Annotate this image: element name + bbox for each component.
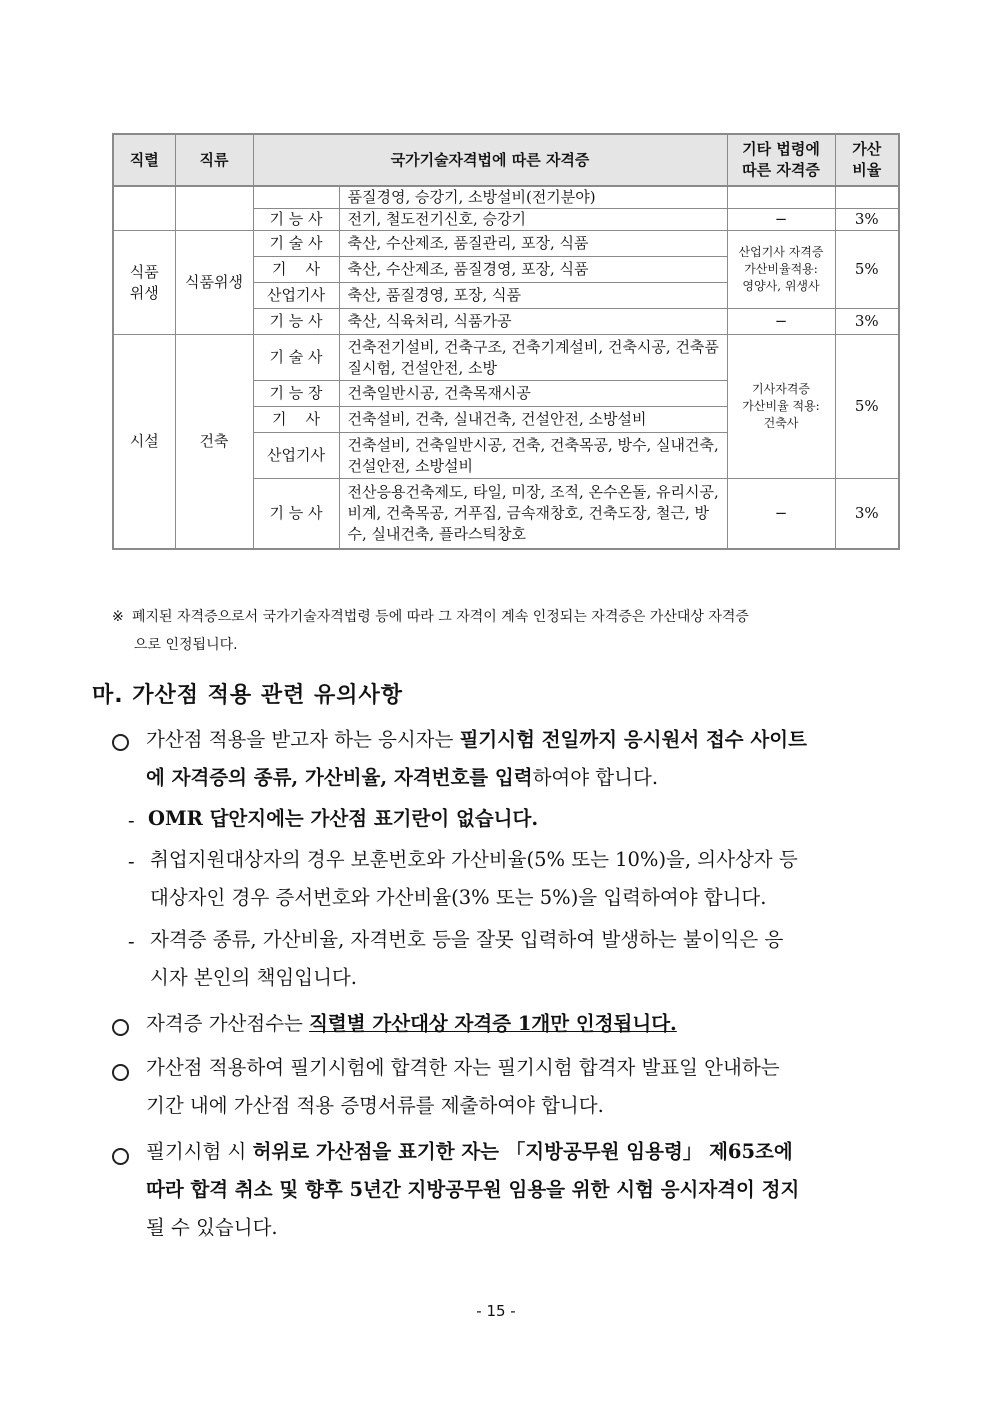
table-row <box>113 231 899 257</box>
sub3-line1: 자격증 종류, 가산비율, 자격번호 등을 잘못 입력하여 발생하는 불이익은 응 <box>150 928 784 951</box>
bullet2-b: 직렬별 가산대상 자격증 1개만 인정됩니다. <box>309 1012 677 1035</box>
sub2-line2: 대상자인 경우 증서번호와 가산비율(3% 또는 5%)을 입력하여야 합니다. <box>150 886 767 909</box>
cell-grade: 기 술 사 <box>253 335 339 381</box>
bullet4-line1 <box>146 1134 898 1170</box>
sub1-text: OMR 답안지에는 가산점 표기란이 없습니다. <box>148 807 539 830</box>
bullet3-line1: 가산점 적용하여 필기시험에 합격한 자는 필기시험 합격자 발표일 안내하는 <box>146 1056 780 1079</box>
cell-class-facility: 건축 <box>175 335 253 549</box>
sub2-dash: - <box>128 850 135 873</box>
header-other-cert <box>727 134 835 186</box>
sub2-line1: 취업지원대상자의 경우 보훈번호와 가산비율(5% 또는 10%)을, 의사상자 등 <box>150 848 798 871</box>
cell-other-facility: 기사자격증 가산비율 적용: 건축사 <box>727 335 835 479</box>
cell-items: 축산, 식육처리, 식품가공 <box>339 309 727 335</box>
cell-series-food: 식품 위생 <box>113 231 175 335</box>
section-title: 마. 가산점 적용 관련 유의사항 <box>92 683 404 708</box>
cell-grade: 기 사 <box>253 407 339 433</box>
cell-rate-empty <box>835 186 899 209</box>
header-other-line1: 기타 법령에 <box>742 140 820 158</box>
bullet-circle-icon <box>112 734 134 756</box>
cell-grade: 기 능 사 <box>253 209 339 231</box>
cell-series-empty <box>113 186 175 231</box>
bullet-circle-icon <box>112 1019 134 1041</box>
header-series: 직렬 <box>113 134 175 186</box>
bullet4-line3: 될 수 있습니다. <box>146 1216 278 1239</box>
bullet1-c: 에 자격증의 종류, 가산비율, 자격번호를 입력 <box>146 766 533 789</box>
cell-rate: 3% <box>835 209 899 231</box>
sub3-line2: 시자 본인의 책임입니다. <box>150 966 357 989</box>
cell-items: 품질경영, 승강기, 소방설비(전기분야) <box>339 186 727 209</box>
bullet2 <box>146 1006 898 1042</box>
bullet4-a: 필기시험 시 <box>146 1140 253 1163</box>
note-line2: 으로 인정됩니다. <box>134 637 238 653</box>
footnote <box>112 603 902 659</box>
header-national-cert: 국가기술자격법에 따른 자격증 <box>253 134 727 186</box>
cell-rate: 3% <box>835 309 899 335</box>
cell-series-facility: 시설 <box>113 335 175 549</box>
page-number: - 15 - <box>476 1302 516 1320</box>
bullet1-line1 <box>146 722 898 758</box>
cell-rate-facility: 5% <box>835 335 899 479</box>
header-rate-line1: 가산 <box>852 140 882 158</box>
header-rate <box>835 134 899 186</box>
cell-items: 건축설비, 건축일반시공, 건축, 건축목공, 방수, 실내건축, 건설안전, 소방설비 <box>339 433 727 479</box>
bullet1-line2 <box>146 760 898 796</box>
cell-grade: 기 능 사 <box>253 479 339 549</box>
cell-class-empty <box>175 186 253 231</box>
cell-grade: 기 능 장 <box>253 381 339 407</box>
cell-items: 축산, 수산제조, 품질경영, 포장, 식품 <box>339 257 727 283</box>
cell-other: − <box>727 479 835 549</box>
cell-items: 축산, 수산제조, 품질관리, 포장, 식품 <box>339 231 727 257</box>
cell-items: 축산, 품질경영, 포장, 식품 <box>339 283 727 309</box>
cell-other: − <box>727 209 835 231</box>
cell-grade: 산업기사 <box>253 433 339 479</box>
bullet1-a: 가산점 적용을 받고자 하는 응시자는 <box>146 728 460 751</box>
note-mark: ※ <box>112 609 124 625</box>
cell-grade: 기 사 <box>253 257 339 283</box>
cell-items: 건축전기설비, 건축구조, 건축기계설비, 건축시공, 건축품질시험, 건설안전, 소방 <box>339 335 727 381</box>
certificate-table <box>112 133 900 550</box>
cell-grade-empty <box>253 186 339 209</box>
cell-items: 전산응용건축제도, 타일, 미장, 조적, 온수온돌, 유리시공, 비계, 건축목공, 거푸집, 금속재창호, 건축도장, 철근, 방수, 실내건축, 플라스틱창호 <box>339 479 727 549</box>
cell-other-empty <box>727 186 835 209</box>
cell-items: 전기, 철도전기신호, 승강기 <box>339 209 727 231</box>
bullet4-b: 허위로 가산점을 표기한 자는 「지방공무원 임용령」 제65조에 <box>252 1140 793 1163</box>
cell-items: 건축설비, 건축, 실내건축, 건설안전, 소방설비 <box>339 407 727 433</box>
sub3-dash: - <box>128 930 135 953</box>
table-header-row <box>113 134 899 186</box>
bullet4-line2 <box>146 1172 898 1208</box>
cell-other: − <box>727 309 835 335</box>
sub1 <box>148 801 898 837</box>
note-line1: 폐지된 자격증으로서 국가기술자격법령 등에 따라 그 자격이 계속 인정되는 자격증은 가산대상 자격증 <box>132 609 749 625</box>
table-row <box>113 335 899 381</box>
bullet-circle-icon <box>112 1064 134 1086</box>
bullet1-b: 필기시험 전일까지 응시원서 접수 사이트 <box>459 728 807 751</box>
bullet3-line2: 기간 내에 가산점 적용 증명서류를 제출하여야 합니다. <box>146 1094 604 1117</box>
cell-grade: 산업기사 <box>253 283 339 309</box>
cell-class-food: 식품위생 <box>175 231 253 335</box>
sub1-dash: - <box>128 809 135 832</box>
bullet-circle-icon <box>112 1148 134 1170</box>
cell-items: 건축일반시공, 건축목재시공 <box>339 381 727 407</box>
cell-rate-food: 5% <box>835 231 899 309</box>
bullet1-d: 하여야 합니다. <box>532 766 659 789</box>
cell-rate: 3% <box>835 479 899 549</box>
header-rate-line2: 비율 <box>852 161 882 179</box>
table-row <box>113 186 899 209</box>
bullet4-c: 따라 합격 취소 및 향후 5년간 지방공무원 임용을 위한 시험 응시자격이 정지 <box>146 1178 800 1201</box>
header-class: 직류 <box>175 134 253 186</box>
cell-grade: 기 술 사 <box>253 231 339 257</box>
header-other-line2: 따른 자격증 <box>742 161 820 179</box>
cell-other-food: 산업기사 자격증 가산비율적용: 영양사, 위생사 <box>727 231 835 309</box>
bullet2-a: 자격증 가산점수는 <box>146 1012 310 1035</box>
cell-grade: 기 능 사 <box>253 309 339 335</box>
